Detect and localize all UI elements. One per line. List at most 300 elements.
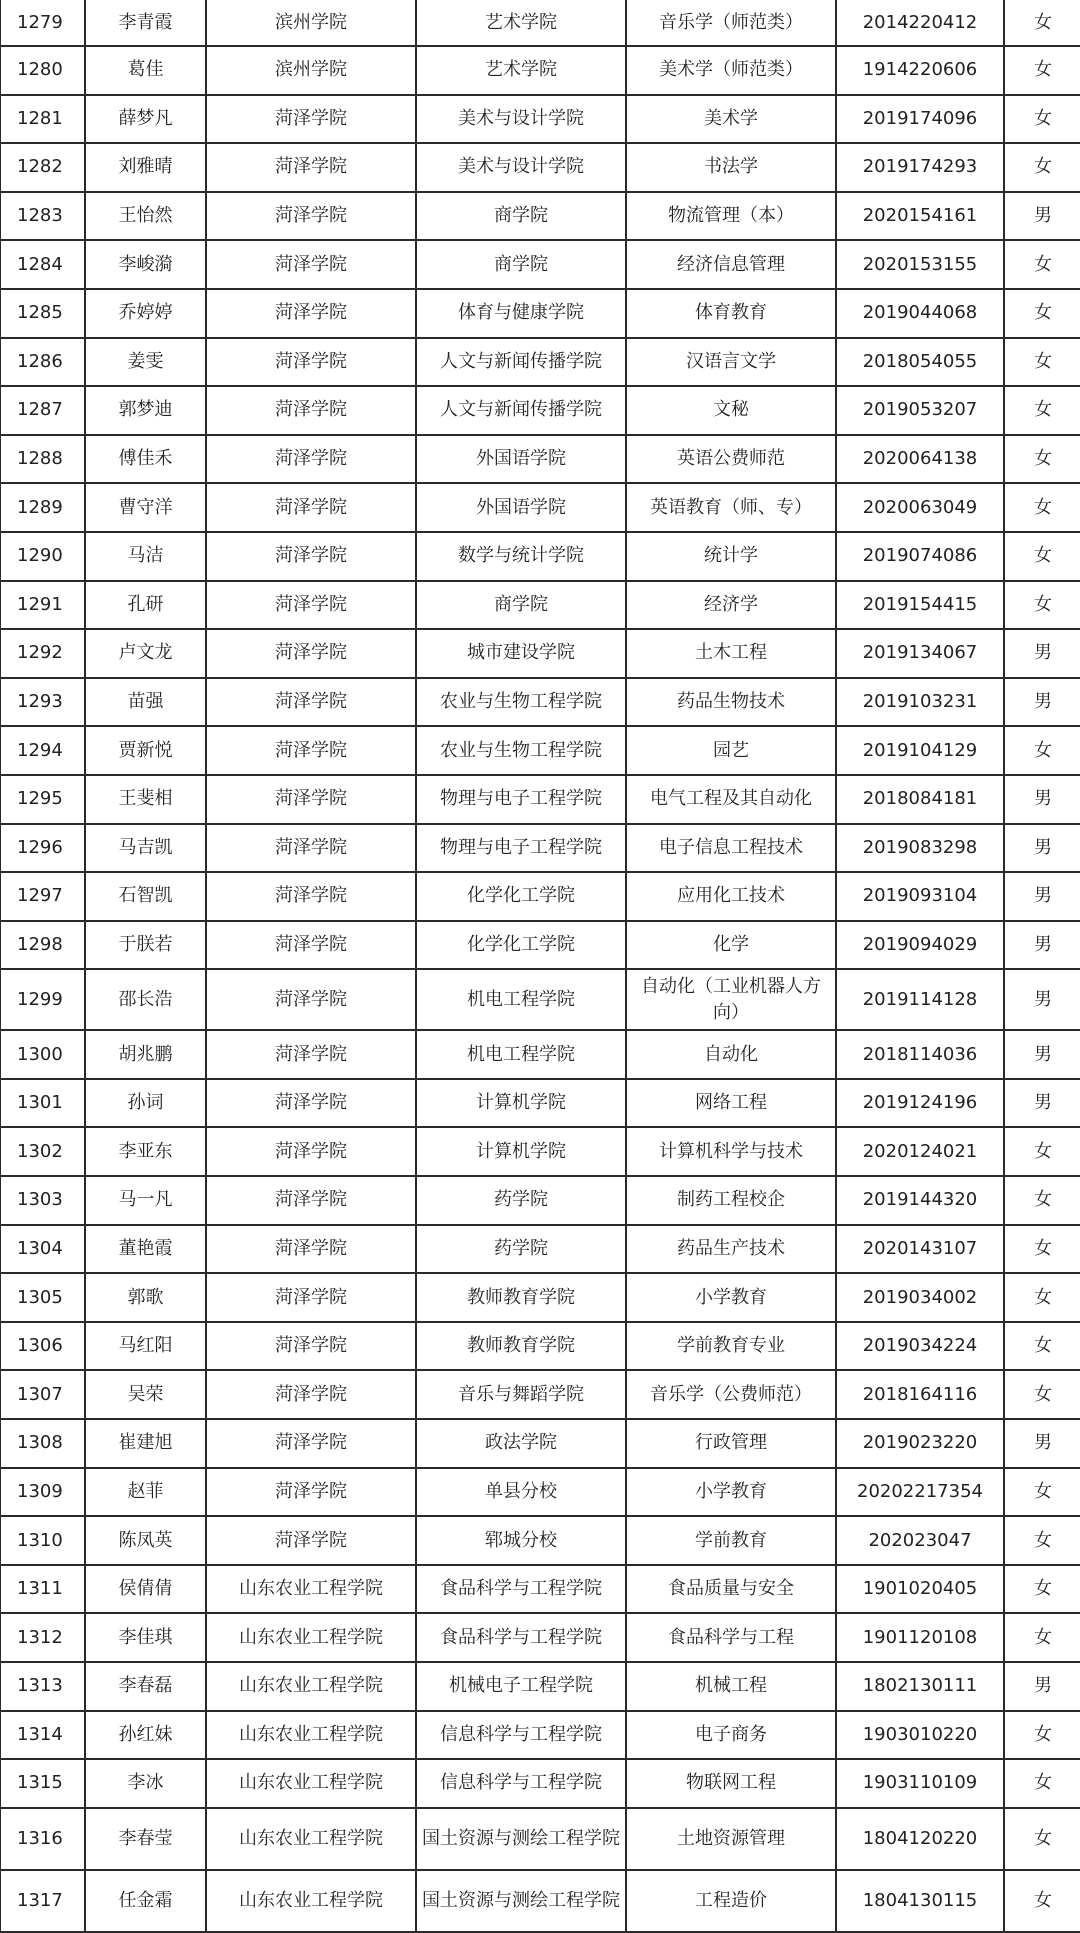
student-id-cell: 2019103231 — [836, 678, 1004, 727]
major-cell: 机械工程 — [626, 1662, 836, 1711]
college-cell: 药学院 — [416, 1176, 626, 1225]
gender-cell: 女 — [1004, 1613, 1080, 1662]
student-id-cell: 2018164116 — [836, 1370, 1004, 1419]
table-row — [0, 872, 1080, 921]
row-number-cell: 1313 — [0, 1662, 85, 1711]
gender-cell: 男 — [1004, 921, 1080, 970]
major-cell: 小学教育 — [626, 1273, 836, 1322]
college-cell: 信息科学与工程学院 — [416, 1759, 626, 1808]
major-cell: 美术学 — [626, 95, 836, 144]
gender-cell: 女 — [1004, 726, 1080, 775]
major-cell: 学前教育 — [626, 1516, 836, 1565]
row-number-cell: 1308 — [0, 1419, 85, 1468]
name-cell: 马一凡 — [85, 1176, 206, 1225]
table-row — [0, 1662, 1080, 1711]
table-row — [0, 1516, 1080, 1565]
table-row — [0, 143, 1080, 192]
row-number-cell: 1304 — [0, 1225, 85, 1274]
table-row — [0, 775, 1080, 824]
table-row — [0, 581, 1080, 630]
major-cell: 体育教育 — [626, 289, 836, 338]
gender-cell: 女 — [1004, 1759, 1080, 1808]
table-row — [0, 338, 1080, 387]
school-cell: 菏泽学院 — [206, 1370, 416, 1419]
row-number-cell: 1284 — [0, 240, 85, 289]
name-cell: 胡兆鹏 — [85, 1030, 206, 1079]
student-id-cell: 2020124021 — [836, 1127, 1004, 1176]
gender-cell: 女 — [1004, 1711, 1080, 1760]
school-cell: 菏泽学院 — [206, 969, 416, 1030]
major-cell: 学前教育专业 — [626, 1322, 836, 1371]
gender-cell: 女 — [1004, 1225, 1080, 1274]
gender-cell: 女 — [1004, 1565, 1080, 1614]
college-cell: 化学化工学院 — [416, 872, 626, 921]
gender-cell: 女 — [1004, 338, 1080, 387]
school-cell: 菏泽学院 — [206, 289, 416, 338]
table-row — [0, 1711, 1080, 1760]
school-cell: 滨州学院 — [206, 46, 416, 95]
college-cell: 数学与统计学院 — [416, 532, 626, 581]
row-number-cell: 1317 — [0, 1870, 85, 1932]
gender-cell: 男 — [1004, 192, 1080, 241]
row-number-cell: 1288 — [0, 435, 85, 484]
college-cell: 城市建设学院 — [416, 629, 626, 678]
table-row — [0, 1370, 1080, 1419]
name-cell: 陈凤英 — [85, 1516, 206, 1565]
gender-cell: 女 — [1004, 1273, 1080, 1322]
student-id-cell: 1901120108 — [836, 1613, 1004, 1662]
table-row — [0, 1127, 1080, 1176]
row-number-cell: 1314 — [0, 1711, 85, 1760]
table-row — [0, 1030, 1080, 1079]
major-cell: 电气工程及其自动化 — [626, 775, 836, 824]
name-cell: 马洁 — [85, 532, 206, 581]
student-id-cell: 1802130111 — [836, 1662, 1004, 1711]
name-cell: 任金霜 — [85, 1870, 206, 1932]
school-cell: 菏泽学院 — [206, 386, 416, 435]
school-cell: 菏泽学院 — [206, 192, 416, 241]
student-id-cell: 2014220412 — [836, 0, 1004, 46]
gender-cell: 男 — [1004, 1662, 1080, 1711]
table-row — [0, 192, 1080, 241]
school-cell: 菏泽学院 — [206, 824, 416, 873]
major-cell: 统计学 — [626, 532, 836, 581]
name-cell: 卢文龙 — [85, 629, 206, 678]
table-row — [0, 1759, 1080, 1808]
gender-cell: 女 — [1004, 1370, 1080, 1419]
college-cell: 郓城分校 — [416, 1516, 626, 1565]
school-cell: 菏泽学院 — [206, 240, 416, 289]
table-row — [0, 435, 1080, 484]
row-number-cell: 1305 — [0, 1273, 85, 1322]
row-number-cell: 1292 — [0, 629, 85, 678]
college-cell: 机械电子工程学院 — [416, 1662, 626, 1711]
school-cell: 菏泽学院 — [206, 1176, 416, 1225]
college-cell: 人文与新闻传播学院 — [416, 338, 626, 387]
major-cell: 药品生产技术 — [626, 1225, 836, 1274]
table-row — [0, 1468, 1080, 1517]
student-id-cell: 202023047 — [836, 1516, 1004, 1565]
row-number-cell: 1306 — [0, 1322, 85, 1371]
student-id-cell: 1914220606 — [836, 46, 1004, 95]
table-row — [0, 824, 1080, 873]
school-cell: 山东农业工程学院 — [206, 1565, 416, 1614]
major-cell: 自动化 — [626, 1030, 836, 1079]
table-row — [0, 1225, 1080, 1274]
gender-cell: 女 — [1004, 1127, 1080, 1176]
gender-cell: 女 — [1004, 1176, 1080, 1225]
college-cell: 国土资源与测绘工程学院 — [416, 1870, 626, 1932]
table-row — [0, 95, 1080, 144]
table-row — [0, 629, 1080, 678]
name-cell: 邵长浩 — [85, 969, 206, 1030]
school-cell: 菏泽学院 — [206, 1419, 416, 1468]
major-cell: 工程造价 — [626, 1870, 836, 1932]
student-id-cell: 2019174293 — [836, 143, 1004, 192]
gender-cell: 男 — [1004, 1079, 1080, 1128]
row-number-cell: 1286 — [0, 338, 85, 387]
school-cell: 滨州学院 — [206, 0, 416, 46]
name-cell: 薛梦凡 — [85, 95, 206, 144]
row-number-cell: 1282 — [0, 143, 85, 192]
college-cell: 艺术学院 — [416, 0, 626, 46]
student-id-cell: 2020153155 — [836, 240, 1004, 289]
school-cell: 菏泽学院 — [206, 95, 416, 144]
row-number-cell: 1296 — [0, 824, 85, 873]
major-cell: 化学 — [626, 921, 836, 970]
school-cell: 菏泽学院 — [206, 1127, 416, 1176]
major-cell: 音乐学（师范类） — [626, 0, 836, 46]
school-cell: 菏泽学院 — [206, 1322, 416, 1371]
college-cell: 美术与设计学院 — [416, 95, 626, 144]
major-cell: 应用化工技术 — [626, 872, 836, 921]
school-cell: 山东农业工程学院 — [206, 1808, 416, 1870]
name-cell: 王斐相 — [85, 775, 206, 824]
major-cell: 食品科学与工程 — [626, 1613, 836, 1662]
row-number-cell: 1302 — [0, 1127, 85, 1176]
name-cell: 姜雯 — [85, 338, 206, 387]
school-cell: 菏泽学院 — [206, 483, 416, 532]
school-cell: 菏泽学院 — [206, 1225, 416, 1274]
table-row — [0, 532, 1080, 581]
student-id-cell: 2020143107 — [836, 1225, 1004, 1274]
school-cell: 山东农业工程学院 — [206, 1870, 416, 1932]
name-cell: 郭歌 — [85, 1273, 206, 1322]
name-cell: 李春磊 — [85, 1662, 206, 1711]
name-cell: 李亚东 — [85, 1127, 206, 1176]
row-number-cell: 1289 — [0, 483, 85, 532]
college-cell: 外国语学院 — [416, 483, 626, 532]
school-cell: 山东农业工程学院 — [206, 1759, 416, 1808]
row-number-cell: 1280 — [0, 46, 85, 95]
name-cell: 乔婷婷 — [85, 289, 206, 338]
gender-cell: 女 — [1004, 143, 1080, 192]
row-number-cell: 1312 — [0, 1613, 85, 1662]
major-cell: 物联网工程 — [626, 1759, 836, 1808]
name-cell: 李春莹 — [85, 1808, 206, 1870]
row-number-cell: 1294 — [0, 726, 85, 775]
student-id-cell: 2019074086 — [836, 532, 1004, 581]
student-id-cell: 2018084181 — [836, 775, 1004, 824]
row-number-cell: 1285 — [0, 289, 85, 338]
gender-cell: 女 — [1004, 386, 1080, 435]
college-cell: 教师教育学院 — [416, 1273, 626, 1322]
gender-cell: 女 — [1004, 483, 1080, 532]
name-cell: 李青霞 — [85, 0, 206, 46]
student-id-cell: 1804130115 — [836, 1870, 1004, 1932]
gender-cell: 女 — [1004, 46, 1080, 95]
gender-cell: 女 — [1004, 1870, 1080, 1932]
school-cell: 山东农业工程学院 — [206, 1711, 416, 1760]
student-id-cell: 2020064138 — [836, 435, 1004, 484]
student-id-cell: 20202217354 — [836, 1468, 1004, 1517]
college-cell: 机电工程学院 — [416, 1030, 626, 1079]
college-cell: 商学院 — [416, 192, 626, 241]
table-row — [0, 1808, 1080, 1870]
table-row — [0, 1870, 1080, 1932]
student-id-cell: 2019034224 — [836, 1322, 1004, 1371]
gender-cell: 男 — [1004, 824, 1080, 873]
gender-cell: 女 — [1004, 435, 1080, 484]
school-cell: 菏泽学院 — [206, 1273, 416, 1322]
table-row — [0, 969, 1080, 1030]
school-cell: 菏泽学院 — [206, 678, 416, 727]
table-row — [0, 921, 1080, 970]
student-id-cell: 1804120220 — [836, 1808, 1004, 1870]
student-id-cell: 2018054055 — [836, 338, 1004, 387]
major-cell: 电子商务 — [626, 1711, 836, 1760]
major-cell: 物流管理（本） — [626, 192, 836, 241]
name-cell: 侯倩倩 — [85, 1565, 206, 1614]
table-row — [0, 678, 1080, 727]
row-number-cell: 1283 — [0, 192, 85, 241]
row-number-cell: 1291 — [0, 581, 85, 630]
college-cell: 计算机学院 — [416, 1127, 626, 1176]
student-id-cell: 2020154161 — [836, 192, 1004, 241]
school-cell: 菏泽学院 — [206, 338, 416, 387]
student-id-cell: 2020063049 — [836, 483, 1004, 532]
student-id-cell: 2019144320 — [836, 1176, 1004, 1225]
name-cell: 李冰 — [85, 1759, 206, 1808]
table-row — [0, 1613, 1080, 1662]
college-cell: 农业与生物工程学院 — [416, 678, 626, 727]
row-number-cell: 1299 — [0, 969, 85, 1030]
name-cell: 马红阳 — [85, 1322, 206, 1371]
major-cell: 行政管理 — [626, 1419, 836, 1468]
gender-cell: 男 — [1004, 678, 1080, 727]
student-id-cell: 1903010220 — [836, 1711, 1004, 1760]
college-cell: 食品科学与工程学院 — [416, 1613, 626, 1662]
name-cell: 傅佳禾 — [85, 435, 206, 484]
name-cell: 孔研 — [85, 581, 206, 630]
school-cell: 菏泽学院 — [206, 1468, 416, 1517]
row-number-cell: 1315 — [0, 1759, 85, 1808]
student-id-cell: 2019023220 — [836, 1419, 1004, 1468]
major-cell: 经济学 — [626, 581, 836, 630]
college-cell: 物理与电子工程学院 — [416, 824, 626, 873]
student-id-cell: 2019134067 — [836, 629, 1004, 678]
major-cell: 美术学（师范类） — [626, 46, 836, 95]
row-number-cell: 1300 — [0, 1030, 85, 1079]
table-row — [0, 240, 1080, 289]
row-number-cell: 1281 — [0, 95, 85, 144]
major-cell: 电子信息工程技术 — [626, 824, 836, 873]
school-cell: 山东农业工程学院 — [206, 1662, 416, 1711]
college-cell: 美术与设计学院 — [416, 143, 626, 192]
student-id-cell: 2019114128 — [836, 969, 1004, 1030]
major-cell: 文秘 — [626, 386, 836, 435]
school-cell: 菏泽学院 — [206, 726, 416, 775]
row-number-cell: 1293 — [0, 678, 85, 727]
row-number-cell: 1287 — [0, 386, 85, 435]
student-id-cell: 2019124196 — [836, 1079, 1004, 1128]
gender-cell: 女 — [1004, 95, 1080, 144]
major-cell: 计算机科学与技术 — [626, 1127, 836, 1176]
table-row — [0, 1322, 1080, 1371]
student-id-cell: 2019174096 — [836, 95, 1004, 144]
table-row — [0, 386, 1080, 435]
gender-cell: 男 — [1004, 775, 1080, 824]
college-cell: 艺术学院 — [416, 46, 626, 95]
name-cell: 吴荣 — [85, 1370, 206, 1419]
college-cell: 商学院 — [416, 581, 626, 630]
college-cell: 商学院 — [416, 240, 626, 289]
student-id-cell: 2018114036 — [836, 1030, 1004, 1079]
major-cell: 网络工程 — [626, 1079, 836, 1128]
table-row — [0, 726, 1080, 775]
major-cell: 经济信息管理 — [626, 240, 836, 289]
student-id-cell: 2019094029 — [836, 921, 1004, 970]
school-cell: 菏泽学院 — [206, 872, 416, 921]
major-cell: 汉语言文学 — [626, 338, 836, 387]
school-cell: 菏泽学院 — [206, 1079, 416, 1128]
name-cell: 郭梦迪 — [85, 386, 206, 435]
student-id-cell: 2019034002 — [836, 1273, 1004, 1322]
name-cell: 孙红妹 — [85, 1711, 206, 1760]
name-cell: 孙词 — [85, 1079, 206, 1128]
row-number-cell: 1307 — [0, 1370, 85, 1419]
student-id-cell: 2019093104 — [836, 872, 1004, 921]
name-cell: 李佳琪 — [85, 1613, 206, 1662]
major-cell: 制药工程校企 — [626, 1176, 836, 1225]
student-id-cell: 2019154415 — [836, 581, 1004, 630]
gender-cell: 男 — [1004, 872, 1080, 921]
student-id-cell: 2019044068 — [836, 289, 1004, 338]
college-cell: 计算机学院 — [416, 1079, 626, 1128]
row-number-cell: 1310 — [0, 1516, 85, 1565]
table-row — [0, 46, 1080, 95]
table-row — [0, 483, 1080, 532]
college-cell: 农业与生物工程学院 — [416, 726, 626, 775]
table-row — [0, 1419, 1080, 1468]
name-cell: 贾新悦 — [85, 726, 206, 775]
student-id-cell: 2019104129 — [836, 726, 1004, 775]
college-cell: 国土资源与测绘工程学院 — [416, 1808, 626, 1870]
major-cell: 英语公费师范 — [626, 435, 836, 484]
school-cell: 菏泽学院 — [206, 1030, 416, 1079]
school-cell: 菏泽学院 — [206, 143, 416, 192]
row-number-cell: 1295 — [0, 775, 85, 824]
name-cell: 苗强 — [85, 678, 206, 727]
college-cell: 机电工程学院 — [416, 969, 626, 1030]
major-cell: 药品生物技术 — [626, 678, 836, 727]
gender-cell: 女 — [1004, 1516, 1080, 1565]
gender-cell: 女 — [1004, 0, 1080, 46]
table-row — [0, 289, 1080, 338]
school-cell: 菏泽学院 — [206, 581, 416, 630]
name-cell: 刘雅晴 — [85, 143, 206, 192]
row-number-cell: 1290 — [0, 532, 85, 581]
major-cell: 音乐学（公费师范） — [626, 1370, 836, 1419]
student-id-cell: 1901020405 — [836, 1565, 1004, 1614]
school-cell: 菏泽学院 — [206, 1516, 416, 1565]
row-number-cell: 1301 — [0, 1079, 85, 1128]
name-cell: 曹守洋 — [85, 483, 206, 532]
table-row — [0, 1079, 1080, 1128]
row-number-cell: 1279 — [0, 0, 85, 46]
gender-cell: 女 — [1004, 240, 1080, 289]
college-cell: 食品科学与工程学院 — [416, 1565, 626, 1614]
student-id-cell: 2019083298 — [836, 824, 1004, 873]
college-cell: 政法学院 — [416, 1419, 626, 1468]
student-id-cell: 1903110109 — [836, 1759, 1004, 1808]
major-cell: 英语教育（师、专） — [626, 483, 836, 532]
college-cell: 教师教育学院 — [416, 1322, 626, 1371]
school-cell: 菏泽学院 — [206, 435, 416, 484]
row-number-cell: 1298 — [0, 921, 85, 970]
school-cell: 菏泽学院 — [206, 921, 416, 970]
gender-cell: 男 — [1004, 1419, 1080, 1468]
school-cell: 菏泽学院 — [206, 629, 416, 678]
row-number-cell: 1309 — [0, 1468, 85, 1517]
table-row — [0, 1565, 1080, 1614]
row-number-cell: 1297 — [0, 872, 85, 921]
name-cell: 王怡然 — [85, 192, 206, 241]
gender-cell: 男 — [1004, 1030, 1080, 1079]
major-cell: 书法学 — [626, 143, 836, 192]
major-cell: 小学教育 — [626, 1468, 836, 1517]
name-cell: 崔建旭 — [85, 1419, 206, 1468]
student-id-cell: 2019053207 — [836, 386, 1004, 435]
college-cell: 化学化工学院 — [416, 921, 626, 970]
major-cell: 土木工程 — [626, 629, 836, 678]
gender-cell: 男 — [1004, 969, 1080, 1030]
name-cell: 于朕若 — [85, 921, 206, 970]
gender-cell: 女 — [1004, 1468, 1080, 1517]
major-cell: 园艺 — [626, 726, 836, 775]
college-cell: 外国语学院 — [416, 435, 626, 484]
name-cell: 马吉凯 — [85, 824, 206, 873]
table-row — [0, 1176, 1080, 1225]
name-cell: 葛佳 — [85, 46, 206, 95]
college-cell: 人文与新闻传播学院 — [416, 386, 626, 435]
row-number-cell: 1303 — [0, 1176, 85, 1225]
table-row — [0, 1273, 1080, 1322]
gender-cell: 女 — [1004, 289, 1080, 338]
school-cell: 菏泽学院 — [206, 775, 416, 824]
college-cell: 单县分校 — [416, 1468, 626, 1517]
gender-cell: 女 — [1004, 581, 1080, 630]
college-cell: 音乐与舞蹈学院 — [416, 1370, 626, 1419]
table-row — [0, 0, 1080, 46]
row-number-cell: 1311 — [0, 1565, 85, 1614]
major-cell: 食品质量与安全 — [626, 1565, 836, 1614]
major-cell: 自动化（工业机器人方向） — [626, 969, 836, 1030]
name-cell: 赵菲 — [85, 1468, 206, 1517]
name-cell: 石智凯 — [85, 872, 206, 921]
college-cell: 药学院 — [416, 1225, 626, 1274]
gender-cell: 男 — [1004, 629, 1080, 678]
